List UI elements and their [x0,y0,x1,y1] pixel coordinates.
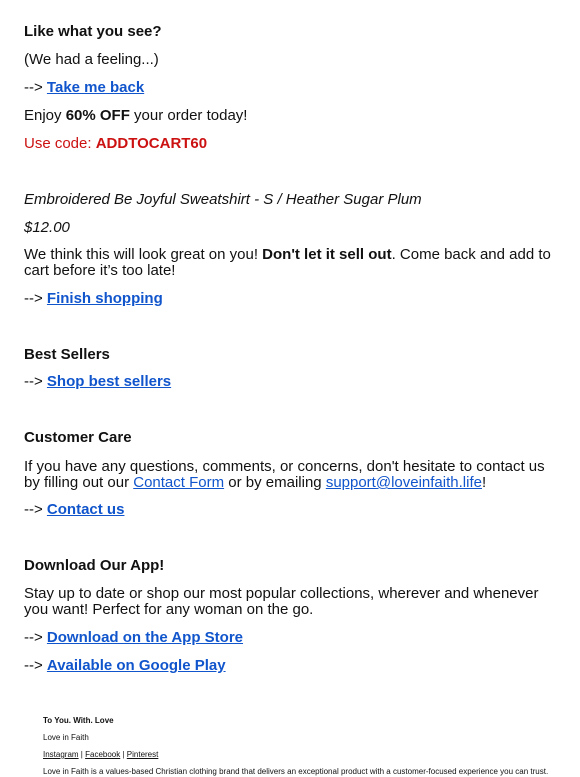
arrow-text: --> [24,501,43,518]
intro-subheading: (We had a feeling...) [24,51,159,68]
product-name: Embroidered Be Joyful Sweatshirt - S / Heather Sugar Plum [24,191,422,208]
pinterest-link[interactable]: Pinterest [126,750,159,759]
app-heading: Download Our App! [24,557,165,574]
google-play-link[interactable]: Available on Google Play [46,657,226,674]
app-store-link[interactable]: Download on the App Store [46,629,244,646]
contact-us-link[interactable]: Contact us [46,501,125,518]
discount-code-row: Use code: ADDTOCART60 [24,135,208,152]
arrow-text: --> [24,373,43,390]
customer-care-text: If you have any questions, comments, or concerns, don't hesitate to contact us by filling out our Contact Form or by emailing support@loveinfaith.life! [24,458,545,491]
google-play-row [24,658,226,674]
arrow-text: --> [24,629,43,646]
contact-form-link[interactable]: Contact Form [133,474,225,491]
arrow-text: --> [24,290,43,307]
shop-best-sellers-link[interactable]: Shop best sellers [46,373,172,390]
discount-code: ADDTOCART60 [95,135,208,152]
finish-shopping-row [24,291,163,307]
contact-us-row [24,502,124,518]
facebook-link[interactable]: Facebook [85,750,121,759]
product-price: $12.00 [24,219,70,236]
take-me-back-link[interactable]: Take me back [46,79,145,96]
support-email-link[interactable]: support@loveinfaith.life [325,474,482,491]
customer-care-heading: Customer Care [24,429,132,446]
app-text: Stay up to date or shop our most popular collections, wherever and whenever you want! Perfect for any woman on the go. [24,585,539,618]
footer-brand: Love in Faith [43,733,89,742]
instagram-link[interactable]: Instagram [43,750,79,759]
app-store-row [24,630,243,646]
finish-shopping-link[interactable]: Finish shopping [46,290,163,307]
arrow-text: --> [24,79,43,96]
take-me-back-row [24,80,144,96]
footer-tagline: To You. With. Love [43,716,114,725]
arrow-text: --> [24,657,43,674]
best-sellers-heading: Best Sellers [24,346,110,363]
footer-social-links: Instagram | Facebook | Pinterest [43,750,159,759]
intro-heading: Like what you see? [24,23,162,40]
offer-discount: 60% OFF [65,107,130,124]
product-description: We think this will look great on you! Don't let it sell out. Come back and add to cart before it’s too late! [24,246,551,279]
offer-text: Enjoy 60% OFF your order today! [24,107,248,124]
best-sellers-row [24,374,171,390]
footer-about: Love in Faith is a values-based Christian clothing brand that delivers an exceptional product with a customer-focused experience you can trust. [43,767,549,776]
